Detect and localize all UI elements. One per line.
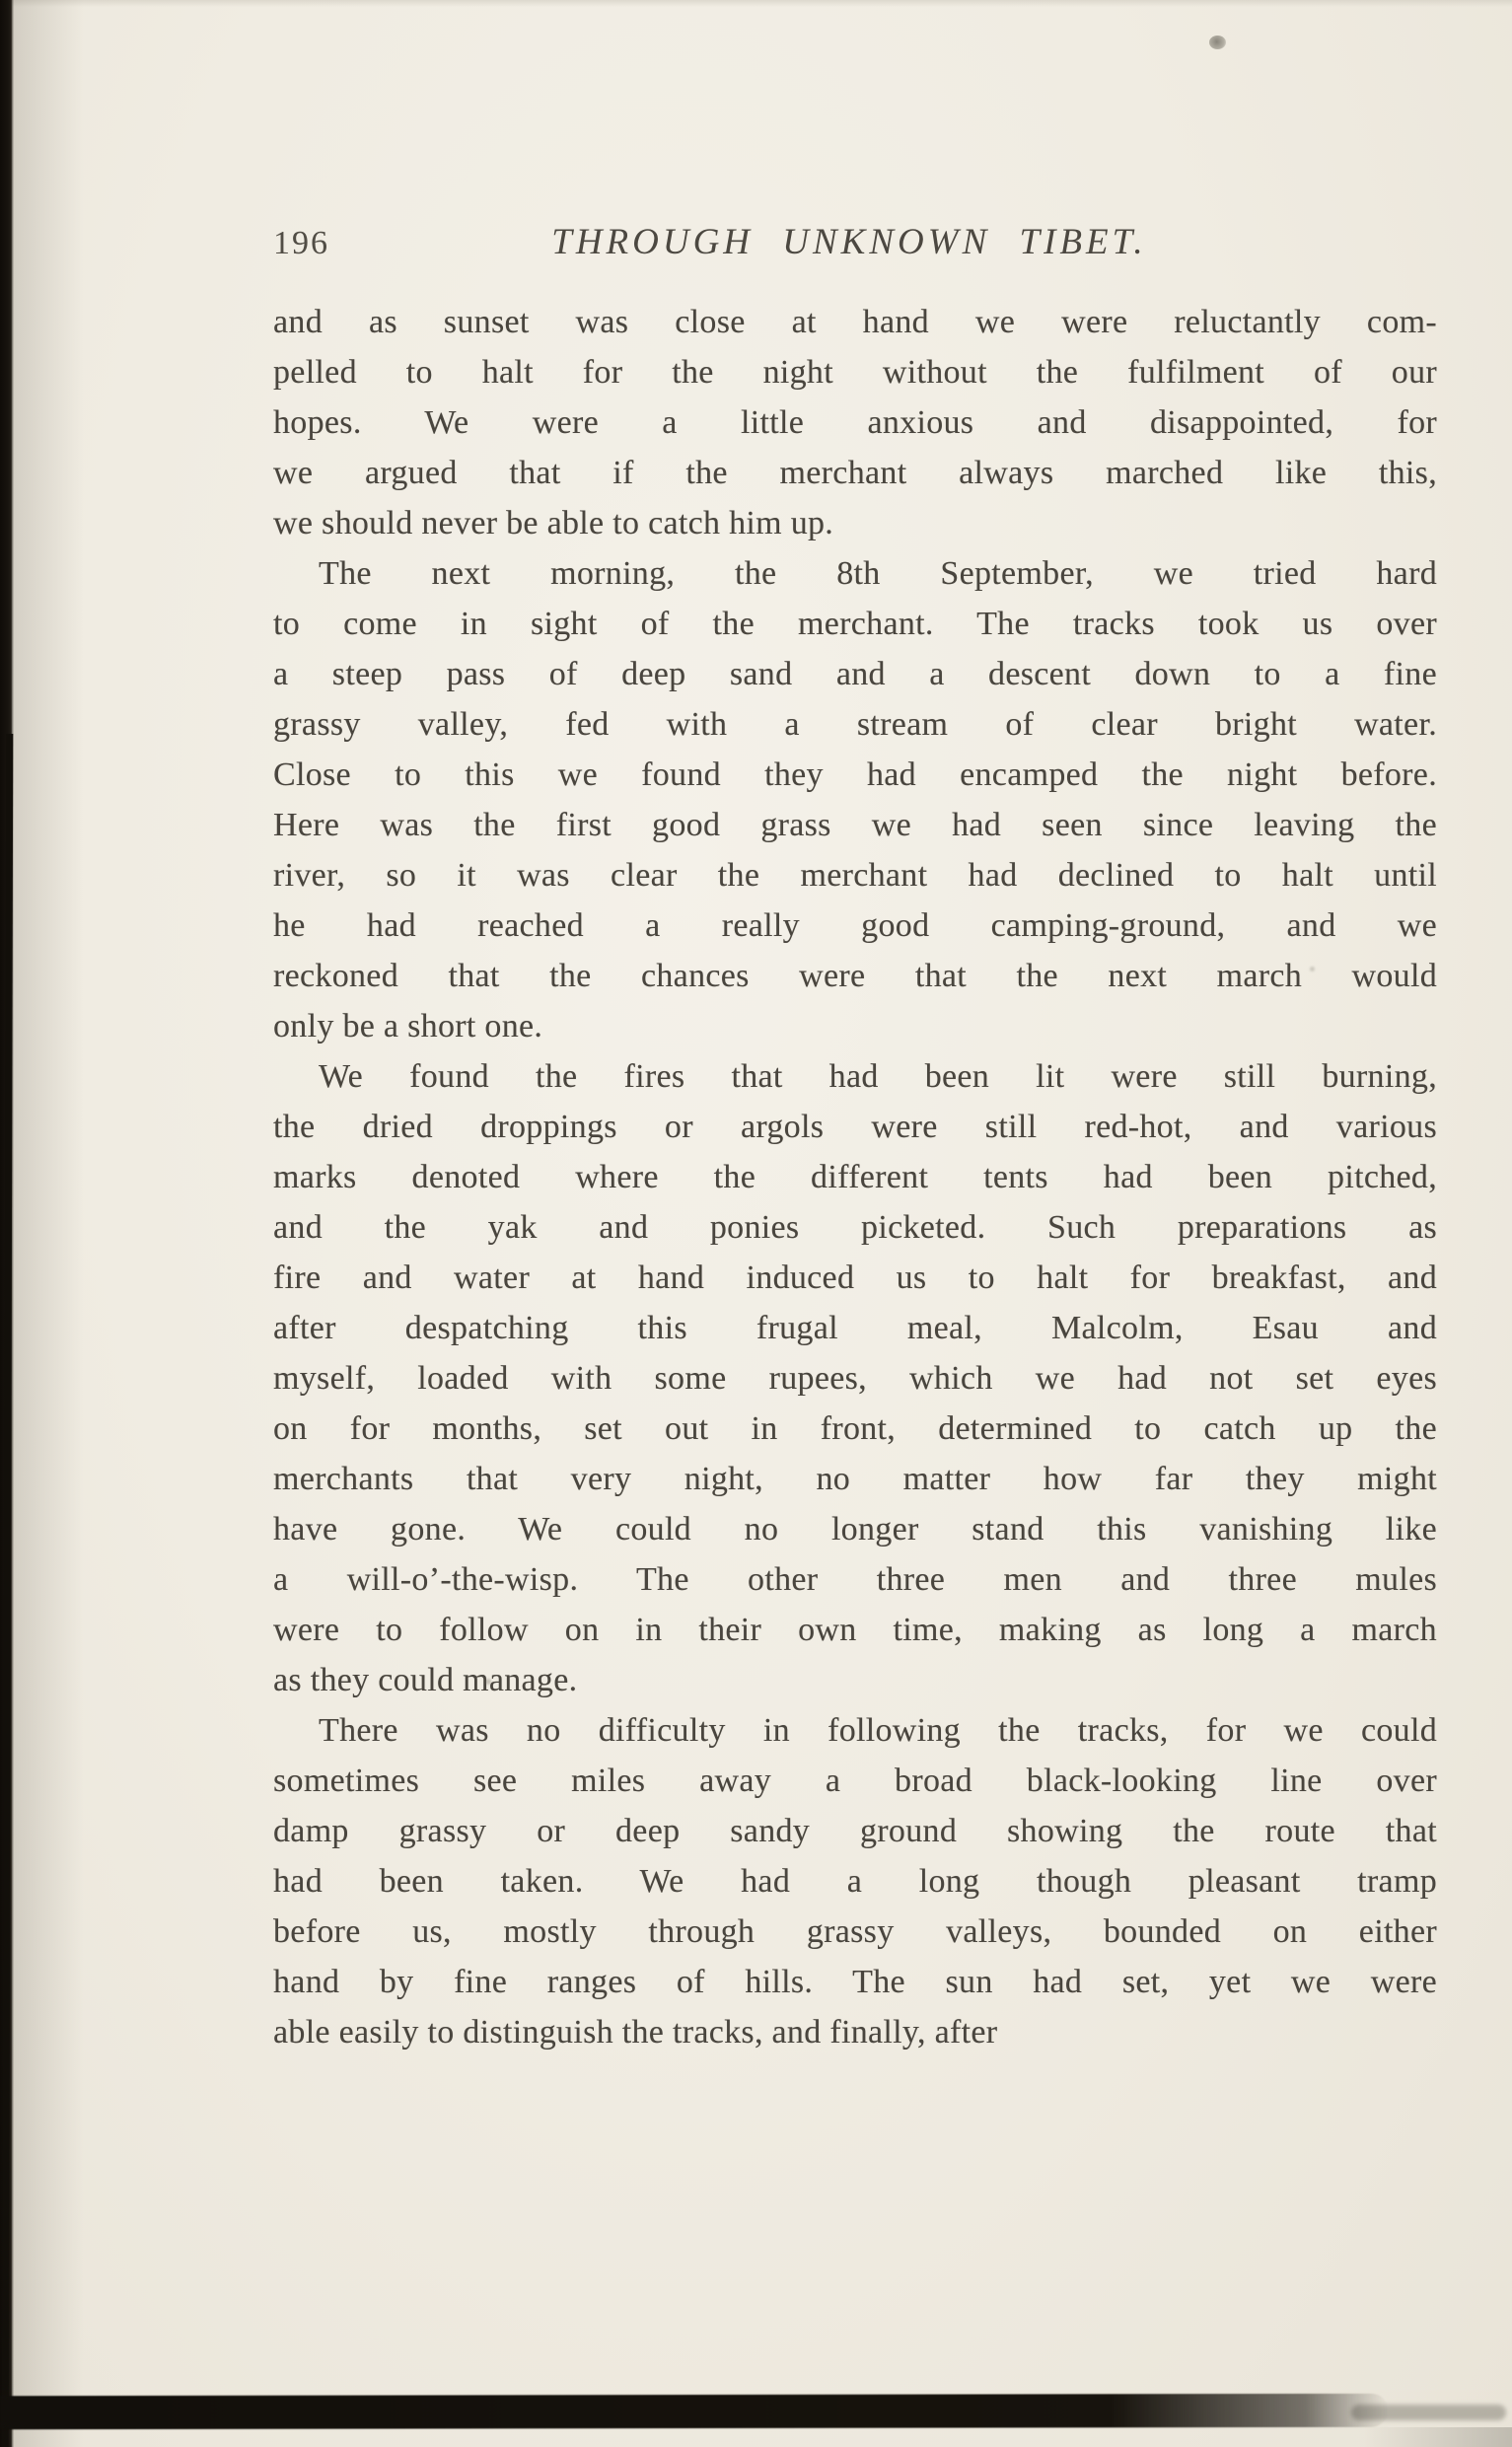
text-line: There was no difficulty in following the tracks, for we could xyxy=(319,1712,1437,1749)
paper-speck xyxy=(485,1679,491,1685)
text-line: as they could manage. xyxy=(273,1662,578,1698)
paper-speck xyxy=(1310,967,1315,972)
text-line: on for months, set out in front, determined to catch up the xyxy=(273,1410,1437,1447)
scan-top-edge xyxy=(0,0,1512,7)
text-line: Here was the first good grass we had seen since leaving the xyxy=(273,807,1437,843)
text-line: damp grassy or deep sandy ground showing the route that xyxy=(273,1813,1437,1849)
text-line: hopes. We were a little anxious and disappointed, for xyxy=(273,404,1437,441)
text-line: The next morning, the 8th September, we tried hard xyxy=(319,555,1437,592)
text-line: a steep pass of deep sand and a descent down to a fine xyxy=(273,656,1437,692)
paper-speck xyxy=(1209,36,1226,49)
paragraph xyxy=(273,297,1437,548)
text-line: were to follow on in their own time, making as long a march xyxy=(273,1612,1437,1648)
text-line: marks denoted where the different tents had been pitched, xyxy=(273,1159,1437,1195)
text-line: sometimes see miles away a broad black-looking line over xyxy=(273,1763,1437,1799)
page-number: 196 xyxy=(273,225,329,261)
text-line: have gone. We could no longer stand this vanishing like xyxy=(273,1511,1437,1547)
text-line: after despatching this frugal meal, Malcolm, Esau and xyxy=(273,1310,1437,1346)
scan-edge-left xyxy=(0,0,14,2447)
body-text xyxy=(273,297,1437,2057)
text-line: before us, mostly through grassy valleys, bounded on either xyxy=(273,1913,1437,1950)
text-line: and as sunset was close at hand we were reluctantly com- xyxy=(273,304,1437,340)
text-line: merchants that very night, no matter how far they might xyxy=(273,1461,1437,1497)
text-line: grassy valley, fed with a stream of clear bright water. xyxy=(273,706,1437,743)
text-line: the dried droppings or argols were still red-hot, and various xyxy=(273,1109,1437,1145)
text-line: myself, loaded with some rupees, which we had not set eyes xyxy=(273,1360,1437,1397)
text-line: he had reached a really good camping-ground, and we xyxy=(273,907,1437,944)
page-header xyxy=(273,221,1437,272)
text-line: We found the fires that had been lit were still burning, xyxy=(319,1058,1437,1095)
text-line: fire and water at hand induced us to halt for breakfast, and xyxy=(273,1259,1437,1296)
running-title: THROUGH UNKNOWN TIBET. xyxy=(551,222,1147,262)
scan-edge-bottom xyxy=(0,2394,1389,2429)
text-line: river, so it was clear the merchant had declined to halt until xyxy=(273,857,1437,894)
text-line: we should never be able to catch him up. xyxy=(273,505,834,541)
text-line: had been taken. We had a long though pleasant tramp xyxy=(273,1863,1437,1900)
gutter-shadow xyxy=(13,0,84,2447)
text-line: only be a short one. xyxy=(273,1008,543,1044)
text-line: reckoned that the chances were that the next march would xyxy=(273,958,1437,994)
text-line: a will-o’-the-wisp. The other three men and three mules xyxy=(273,1561,1437,1598)
paragraph xyxy=(273,1051,1437,1705)
text-line: able easily to distinguish the tracks, and finally, after xyxy=(273,2014,998,2051)
paragraph xyxy=(273,548,1437,1051)
text-line: we argued that if the merchant always marched like this, xyxy=(273,455,1437,491)
paragraph xyxy=(273,1705,1437,2057)
text-line: pelled to halt for the night without the fulfilment of our xyxy=(273,354,1437,391)
text-line: Close to this we found they had encamped the night before. xyxy=(273,756,1437,793)
scan-corner-shadow xyxy=(1364,2427,1512,2447)
text-line: to come in sight of the merchant. The tracks took us over xyxy=(273,606,1437,642)
text-line: hand by fine ranges of hills. The sun had set, yet we were xyxy=(273,1964,1437,2000)
text-line: and the yak and ponies picketed. Such preparations as xyxy=(273,1209,1437,1246)
